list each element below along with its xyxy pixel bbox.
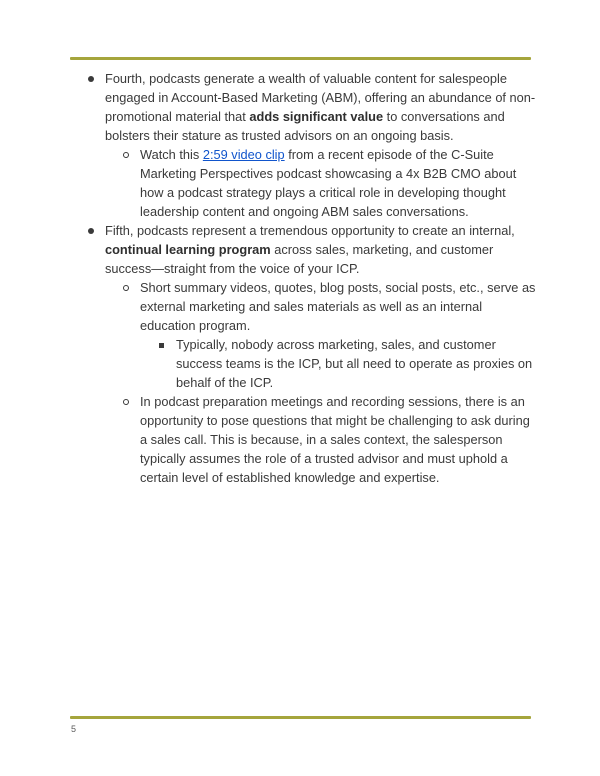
list-item-text (176, 337, 532, 390)
list-item-text (105, 71, 535, 143)
text-segment: Fourth, podcasts generate a wealth of valuable content for salespeople engaged in Account-Based Marketing (ABM), offering an abundance of non-promotional material that (105, 71, 536, 124)
list-item (70, 221, 540, 278)
bold-text: continual learning program (105, 242, 271, 257)
list-item-text (105, 223, 515, 276)
list-item (70, 145, 540, 221)
list-item-text (140, 394, 530, 485)
bullet-square-icon (159, 343, 164, 348)
bold-text: adds significant value (249, 109, 384, 124)
text-segment: In podcast preparation meetings and recording sessions, there is an opportunity to pose questions that might be challenging to ask during a sales call. This is because, in a sales context, the salesperson typically assumes the role of a trusted advisor and must uphold a certain level of established knowledge and expertise. (140, 394, 530, 485)
bullet-disc-icon (88, 228, 94, 234)
top-divider (70, 57, 531, 60)
list-item (70, 69, 540, 145)
list-item (70, 335, 540, 392)
bullet-circle-icon (123, 399, 129, 405)
text-segment: to conversations and bolsters their stature as trusted advisors on an ongoing basis. (105, 109, 505, 143)
text-segment: Short summary videos, quotes, blog posts, social posts, etc., serve as external marketing and sales materials as well as an internal education program. (140, 280, 536, 333)
list-item-text (140, 280, 535, 333)
list-item (70, 278, 540, 335)
text-segment: Typically, nobody across marketing, sales, and customer success teams is the ICP, but all need to operate as proxies on behalf of the ICP. (176, 337, 533, 390)
bullet-disc-icon (88, 76, 94, 82)
text-segment: from a recent episode of the C-Suite Marketing Perspectives podcast showcasing a 4x B2B CMO about how a podcast strategy plays a critical role in developing thought leadership content and ongoing ABM sales conversations. (140, 147, 517, 219)
text-segment: across sales, marketing, and customer success—straight from the voice of your ICP. (105, 242, 494, 276)
text-segment: Fifth, podcasts represent a tremendous opportunity to create an internal, (105, 223, 515, 238)
page-number: 5 (71, 724, 77, 734)
video-clip-link[interactable]: 2:59 video clip (202, 147, 285, 162)
bullet-circle-icon (123, 285, 129, 291)
list-item-text (140, 147, 516, 219)
document-body (70, 69, 540, 487)
bottom-divider (70, 716, 531, 719)
text-segment: Watch this (140, 147, 203, 162)
bullet-circle-icon (123, 152, 129, 158)
list-item (70, 392, 540, 487)
